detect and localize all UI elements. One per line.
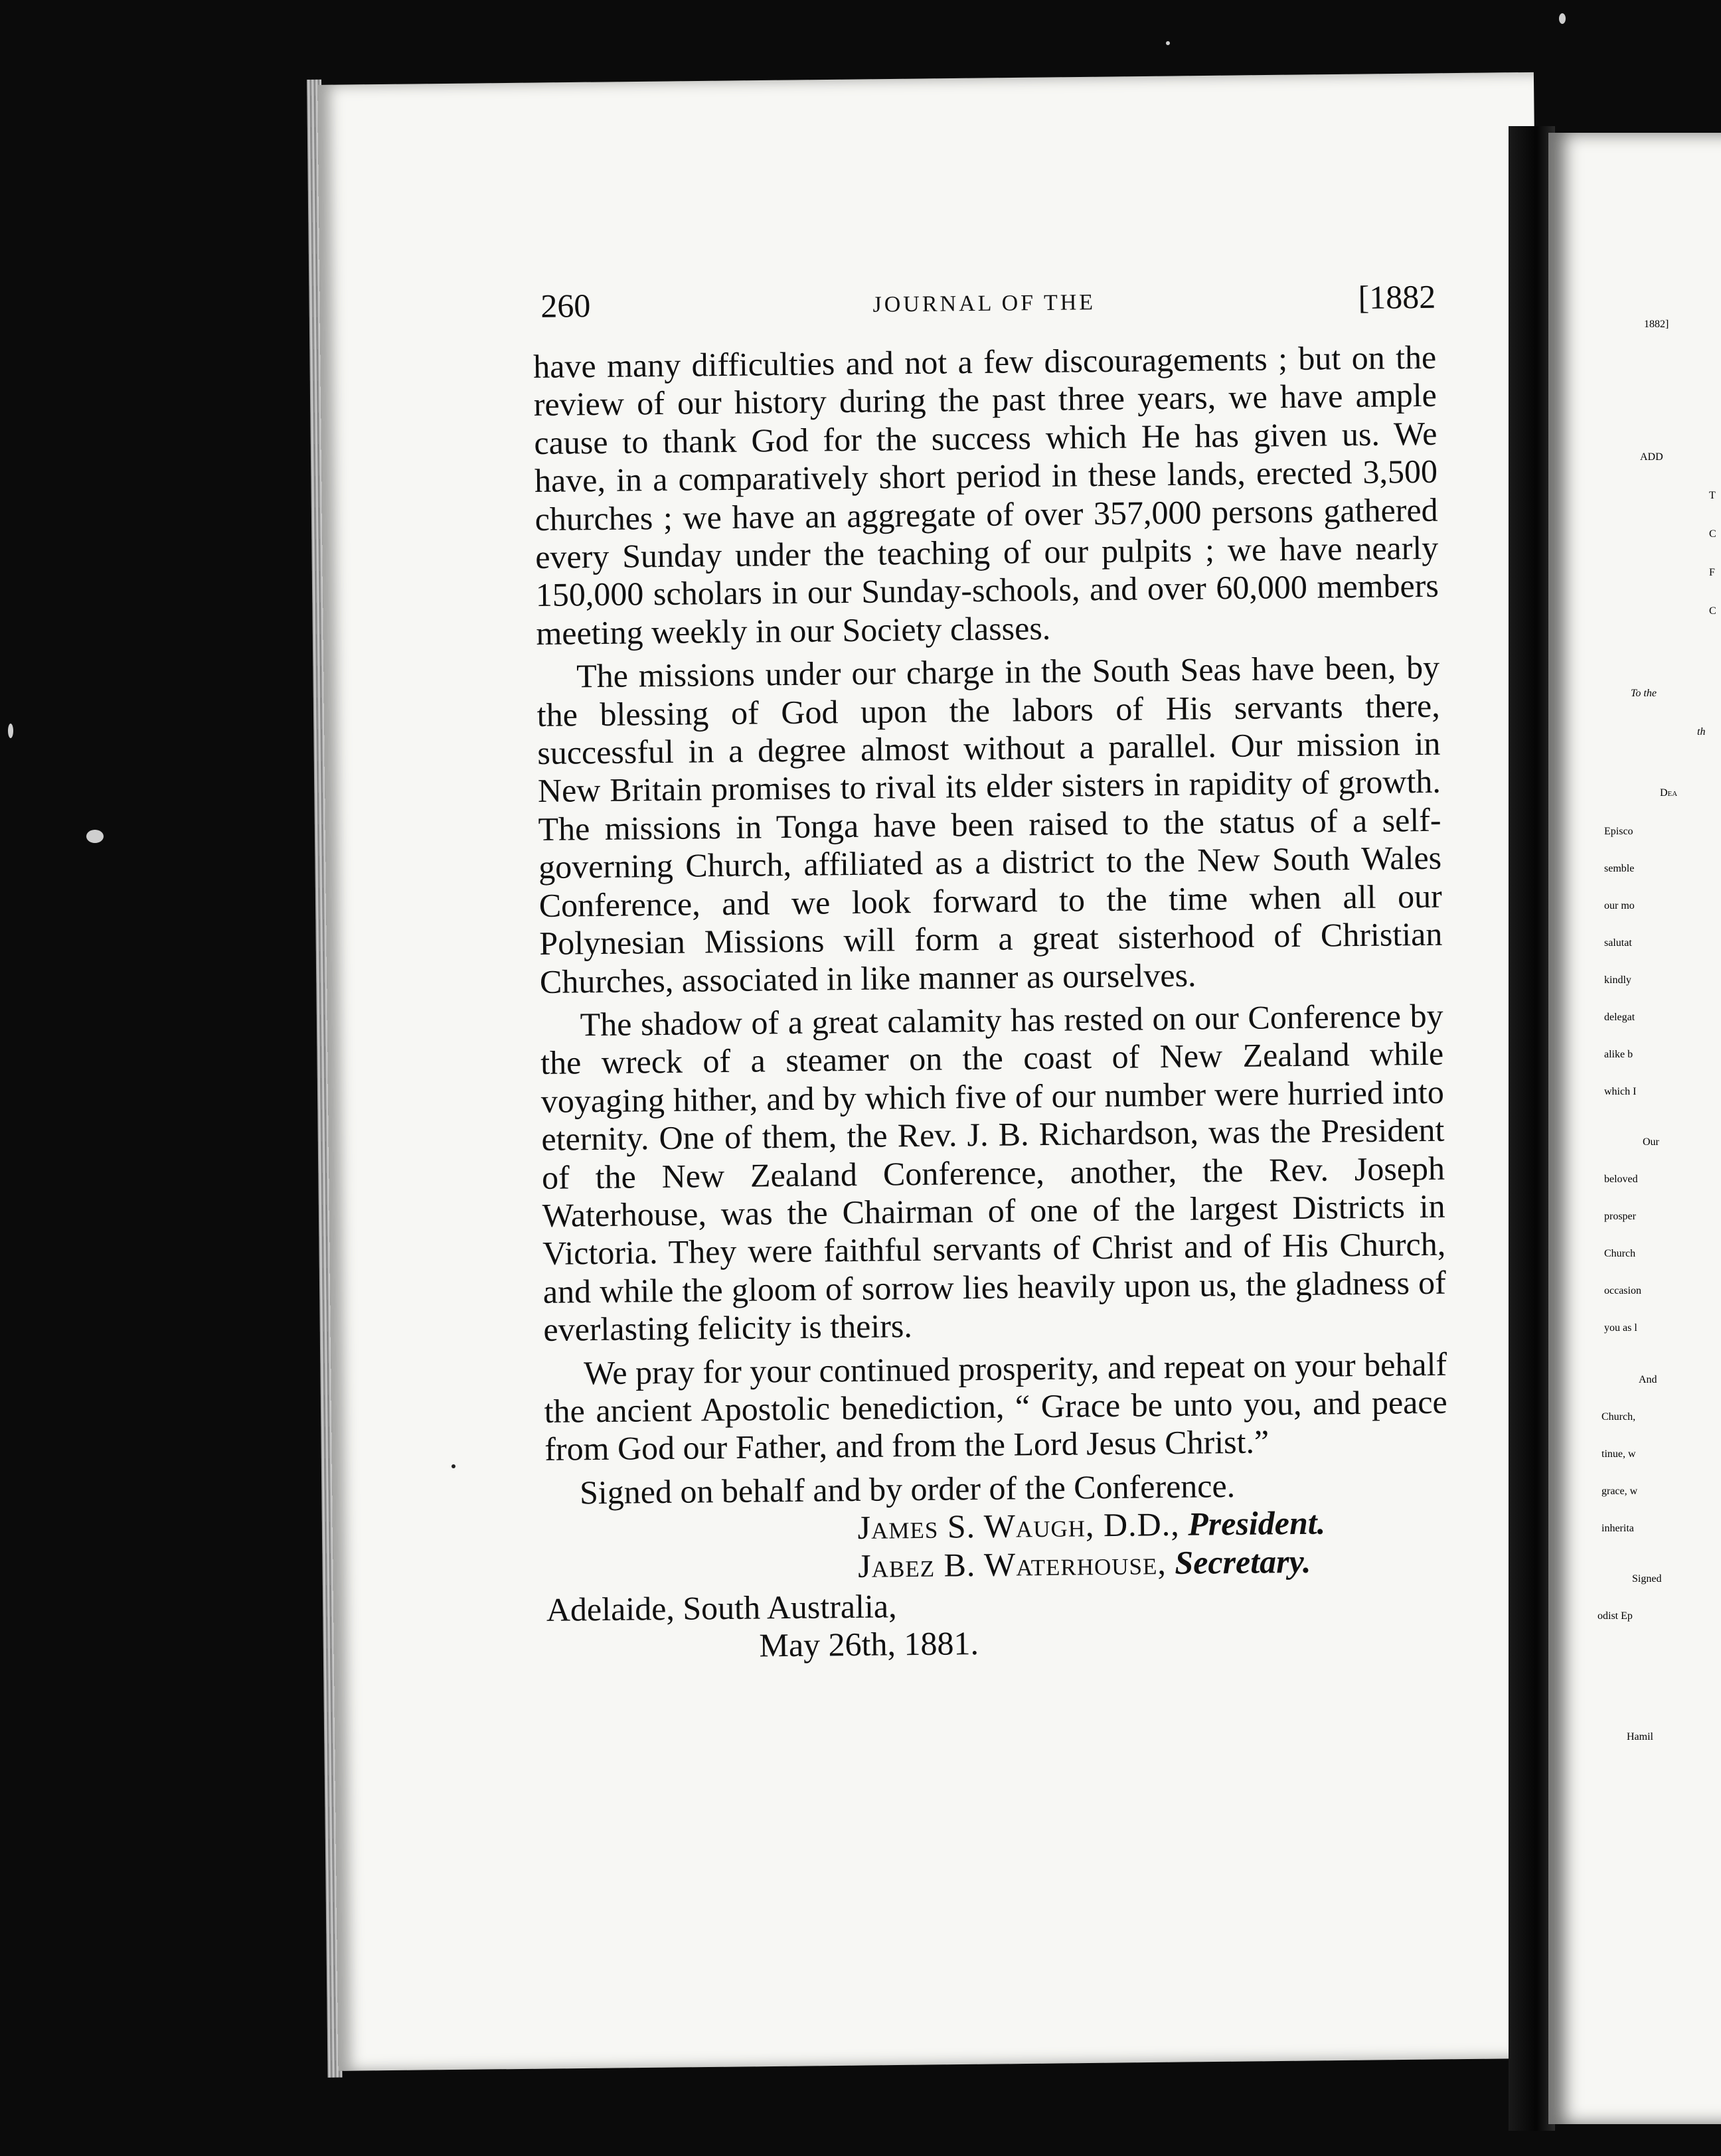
right-line: which I bbox=[1604, 1086, 1637, 1097]
signatory-name: Jabez B. Waterhouse, bbox=[857, 1543, 1167, 1584]
running-head bbox=[533, 277, 1436, 348]
right-line: Our bbox=[1643, 1136, 1659, 1148]
signatory-role: President. bbox=[1187, 1503, 1326, 1543]
speck bbox=[8, 724, 13, 738]
right-heading: ADD bbox=[1640, 451, 1663, 463]
right-heading-letter: T bbox=[1709, 490, 1716, 501]
right-line: salutat bbox=[1604, 937, 1632, 949]
signed-line: Signed on behalf and by order of the Conference. bbox=[579, 1466, 1236, 1511]
speck bbox=[451, 1464, 455, 1468]
right-line: Hamil bbox=[1627, 1731, 1653, 1742]
speck bbox=[86, 830, 104, 843]
right-line: grace, w bbox=[1601, 1486, 1638, 1497]
date-line: May 26th, 1881. bbox=[759, 1624, 979, 1664]
right-heading-letter: C bbox=[1709, 528, 1716, 540]
right-salutation: To the bbox=[1631, 688, 1657, 699]
left-page-text bbox=[533, 277, 1450, 1667]
signatory-name: James S. Waugh, D.D., bbox=[857, 1505, 1180, 1547]
right-line: beloved bbox=[1604, 1174, 1638, 1185]
right-heading-letter: F bbox=[1709, 567, 1715, 578]
place-line: Adelaide, South Australia, bbox=[546, 1587, 897, 1628]
right-page bbox=[1548, 133, 1721, 2124]
right-line: And bbox=[1639, 1374, 1657, 1385]
right-running-year: 1882] bbox=[1644, 319, 1669, 330]
right-line: prosper bbox=[1604, 1211, 1636, 1222]
paragraph-4: We pray for your continued prosperity, and repeat on your behalf the ancient Apostolic benediction, “ Grace be unto you, and peace from God our Father, and from the Lord Jesus Christ.” bbox=[544, 1345, 1447, 1468]
right-salutation: th bbox=[1697, 726, 1706, 737]
right-line: Church, bbox=[1601, 1411, 1636, 1423]
right-line: inherita bbox=[1601, 1523, 1634, 1534]
right-line: odist Ep bbox=[1598, 1610, 1633, 1622]
speck bbox=[1166, 41, 1170, 45]
paragraph-1: have many difficulties and not a few discouragements ; but on the review of our history during the past three years, we have ample cause to thank God for the success which He has given us. We have, in a comparatively short period in these lands, erected 3,500 churches ; we have an aggregate of over 357,000 persons gathered every Sunday under the teaching of our pulpits ; we have nearly 150,000 scholars in our Sunday-schools, and over 60,000 members meeting weekly in our Society classes. bbox=[533, 338, 1439, 652]
right-line: Episco bbox=[1604, 826, 1633, 837]
right-line: Dea bbox=[1660, 787, 1678, 799]
right-line: our mo bbox=[1604, 900, 1635, 911]
paragraph-3: The shadow of a great calamity has rested on our Conference by the wreck of a steamer on the coast of New Zealand while voyaging hither, and by which five of our number were hurried into eternity. One of them, the Rev. J. B. Richardson, was the President of the New Zealand Conference, another, the Rev. Joseph Waterhouse, was the Chairman of one of the largest Districts in Victoria. They were faithful servants of Christ and of His Church, and while the gloom of sorrow lies heavily upon us, the gladness of everlasting felicity is theirs. bbox=[540, 996, 1447, 1349]
right-line: alike b bbox=[1604, 1049, 1633, 1060]
running-title: JOURNAL OF THE bbox=[872, 290, 1096, 317]
right-line: Signed bbox=[1632, 1573, 1662, 1584]
speck bbox=[1559, 13, 1566, 24]
right-line: kindly bbox=[1604, 974, 1631, 986]
right-line: semble bbox=[1604, 863, 1635, 874]
page-number: 260 bbox=[540, 287, 591, 325]
paragraph-2: The missions under our charge in the South Seas have been, by the blessing of God upon the labors of His servants there, successful in a degree almost without a parallel. Our mission in New Britain promises to rival its elder sisters in rapidity of growth. The missions in Tonga have been raised to the status of a self-governing Church, affiliated as a district to the New South Wales Conference, and we look forward to the time when all our Polynesian Missions will form a great sisterhood of Christian Churches, associated in like manner as ourselves. bbox=[536, 648, 1443, 1000]
right-line: occasion bbox=[1604, 1285, 1641, 1296]
right-heading-letter: C bbox=[1709, 605, 1716, 617]
right-line: Church bbox=[1604, 1248, 1636, 1259]
right-line: you as l bbox=[1604, 1322, 1637, 1334]
right-line: delegat bbox=[1604, 1012, 1635, 1023]
signatory-role: Secretary. bbox=[1175, 1542, 1311, 1581]
right-line: tinue, w bbox=[1601, 1448, 1636, 1460]
running-year: [1882 bbox=[1358, 277, 1436, 316]
